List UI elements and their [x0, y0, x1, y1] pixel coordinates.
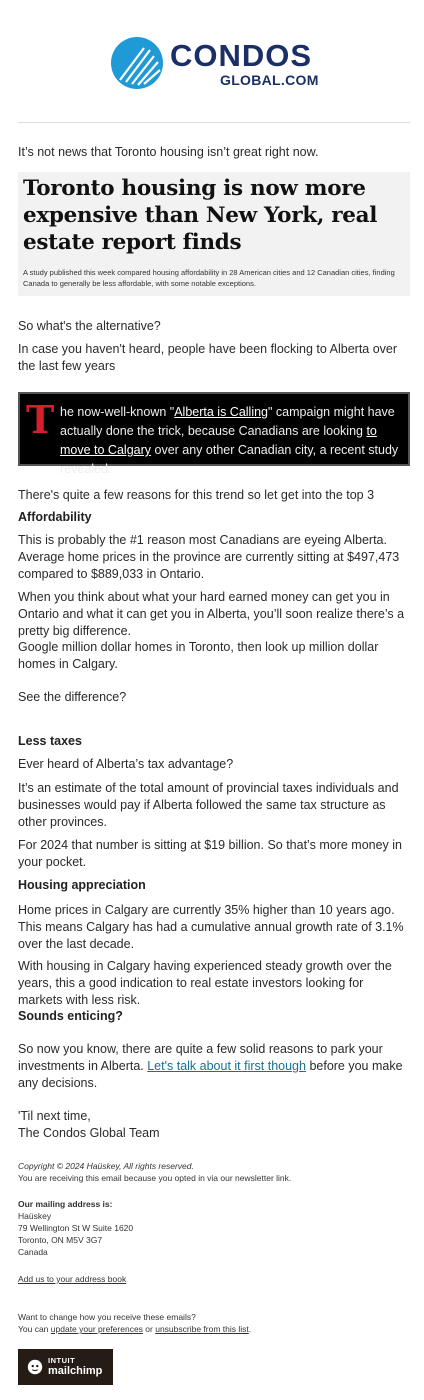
- mailchimp-monkey-icon: [26, 1358, 44, 1376]
- affordability-p1: This is probably the #1 reason most Canadians are eyeing Alberta. Average home prices in the province are currently sitting at $497,473 compared to $889,033 in Ontario.: [18, 533, 400, 581]
- brand-logo[interactable]: [110, 36, 330, 96]
- change-preferences-text: Want to change how you receive these emails?: [18, 1312, 196, 1322]
- taxes-p3: For 2024 that number is sitting at $19 billion. So that’s more money in your pocket.: [18, 838, 403, 869]
- add-to-address-book-link[interactable]: Add us to your address book: [18, 1274, 127, 1284]
- header-divider: [18, 122, 410, 123]
- brand-subname: GLOBAL.COM: [220, 72, 319, 88]
- quote-text: [60, 403, 406, 479]
- enticing-heading: Sounds enticing?: [18, 1009, 123, 1023]
- housing-p1: Home prices in Calgary are currently 35% higher than 10 years ago. This means Calgary has had a cumulative annual growth rate of 3.1% over the last decade.: [18, 903, 404, 951]
- alberta-is-calling-link[interactable]: Alberta is Calling: [174, 405, 269, 419]
- quote-box: [18, 392, 410, 476]
- taxes-p1: Ever heard of Alberta’s tax advantage?: [18, 757, 234, 771]
- period-text: .: [248, 1324, 252, 1334]
- building-globe-icon: [110, 36, 164, 90]
- affordability-p3: Google million dollar homes in Toronto, then look up million dollar homes in Calgary.: [18, 640, 379, 671]
- affordability-p2: When you think about what your hard earned money can get you in Ontario and what it can get you in Alberta, you’ll soon realize there’s a pretty big difference.: [18, 590, 405, 638]
- quote-post: over any other Canadian city, a recent study revealed.: [60, 443, 399, 476]
- article-card[interactable]: [18, 172, 410, 296]
- quote-mid: " campaign might have actually done the trick, because Canadians are looking: [60, 405, 395, 438]
- taxes-p2: It’s an estimate of the total amount of provincial taxes individuals and businesses would pay if Alberta followed the same tax structure as other provinces.: [18, 781, 399, 829]
- enticing-post: before you make any decisions.: [18, 1059, 403, 1090]
- move-to-calgary-link[interactable]: to move to Calgary: [60, 424, 377, 457]
- drop-cap: T: [26, 397, 55, 442]
- housing-heading: Housing appreciation: [18, 878, 146, 892]
- alternative-paragraph: In case you haven't heard, people have been flocking to Alberta over the last few years: [18, 342, 398, 373]
- affordability-p4: See the difference?: [18, 690, 127, 704]
- address-street: 79 Wellington St W Suite 1620: [18, 1223, 134, 1233]
- quote-pre: he now-well-known ": [60, 405, 175, 419]
- enticing-pre: So now you know, there are quite a few solid reasons to park your investments in Alberta.: [18, 1042, 383, 1073]
- lets-talk-link[interactable]: Let's talk about it first though: [147, 1059, 306, 1073]
- address-country: Canada: [18, 1247, 48, 1257]
- address-city: Toronto, ON M5V 3G7: [18, 1235, 103, 1245]
- signoff-line1: 'Til next time,: [18, 1109, 91, 1123]
- intuit-label: INTUIT: [48, 1356, 76, 1365]
- mailchimp-badge[interactable]: [18, 1349, 113, 1385]
- article-title: Toronto housing is now more expensive than New York, real estate report finds: [23, 176, 378, 255]
- you-can-text: You can: [18, 1324, 51, 1334]
- preferences-line: [18, 1323, 410, 1335]
- taxes-heading: Less taxes: [18, 734, 82, 748]
- signoff-line2: The Condos Global Team: [18, 1126, 160, 1140]
- unsubscribe-link[interactable]: unsubscribe from this list: [155, 1324, 249, 1334]
- enticing-paragraph: [18, 1041, 410, 1092]
- affordability-heading: Affordability: [18, 510, 92, 524]
- address-company: Haüskey: [18, 1211, 52, 1221]
- housing-p2: With housing in Calgary having experienced steady growth over the years, this a good indication to real estate investors looking for markets with less risk.: [18, 959, 392, 1007]
- copyright-text: Copyright © 2024 Haüskey, All rights reserved.: [18, 1161, 194, 1171]
- reasons-intro: There's quite a few reasons for this trend so let get into the top 3: [18, 488, 375, 502]
- receiving-reason: You are receiving this email because you opted in via our newsletter link.: [18, 1173, 292, 1183]
- intro-text: It’s not news that Toronto housing isn’t great right now.: [18, 145, 319, 159]
- update-preferences-link[interactable]: update your preferences: [50, 1324, 143, 1334]
- mailing-address-label: Our mailing address is:: [18, 1199, 113, 1209]
- brand-name: CONDOS: [170, 38, 313, 73]
- or-text: or: [142, 1324, 156, 1334]
- alternative-question: So what's the alternative?: [18, 319, 161, 333]
- mailchimp-label: mailchimp: [48, 1365, 103, 1377]
- article-subtitle: A study published this week compared housing affordability in 28 American cities and 12 Canadian cities, finding Canada to generally be less affordable, with some notable exceptions.: [23, 268, 395, 288]
